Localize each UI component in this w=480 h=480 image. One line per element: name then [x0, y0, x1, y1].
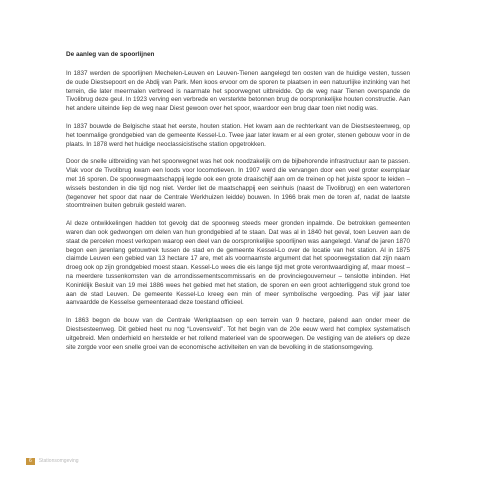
page-number-badge: 6	[26, 458, 35, 465]
paragraph: In 1837 werden de spoorlijnen Mechelen-Leuven en Leuven-Tienen aangelegd ten oosten van de huidige vesten, tussen de oude Diestsepoort en de Abdij van Park. Men koos ervoor om de sporen te plaatsen in een natuurlijke inzinking van het terrein, die later meermalen verbreed is naarmate het spoorwegnet uitbreidde. Op de weg naar Tienen overspande de Tivolibrug deze geul. In 1923 verving een verbrede en versterkte betonnen brug de oorspronkelijke houten constructie. Aan het andere uiteinde liep de weg naar Diest gewoon over het spoor, waardoor een brug daar toen niet nodig was.	[66, 70, 410, 113]
document-body	[66, 50, 410, 361]
footer-label: Stationsomgeving	[38, 458, 79, 464]
paragraph: Door de snelle uitbreiding van het spoorwegnet was het ook noodzakelijk om de bijbehorende infrastructuur aan te passen. Vlak voor de Tivolibrug kwam een loods voor locomotieven. In 1907 werd die vervangen door een veel groter exemplaar met 16 sporen. De spoorwegmaatschappij legde ook een grote draaischijf aan om de treinen op het juiste spoor te leiden – wissels bestonden in die tijd nog niet. Verder liet de maatschappij een seinhuis (naast de Tivolibrug) en een watertoren (tegenover het spoor dat naar de Centrale Werkhuizen leidde) bouwen. In 1966 brak men de toren af, nadat de laatste stoomtreinen buiten gebruik gesteld waren.	[66, 158, 410, 210]
paragraph: In 1863 begon de bouw van de Centrale Werkplaatsen op een terrein van 9 hectare, palend aan onder meer de Diestsesteenweg. Dit gebied heet nu nog “Lovensveld”. Tot het begin van de 20e eeuw werd het complex systematisch uitgebreid. Men onderhield en herstelde er het rollend materieel van de spoorwegen. De vestiging van de ateliers op deze site zorgde voor een snelle groei van de economische activiteiten en van de bevolking in de stationsomgeving.	[66, 317, 410, 351]
section-heading: De aanleg van de spoorlijnen	[66, 51, 155, 58]
paragraph: In 1837 bouwde de Belgische staat het eerste, houten station. Het kwam aan de rechterkant van de Diestsesteenweg, op het toenmalige grondgebied van de gemeente Kessel-Lo. Twee jaar later kwam er al een groter, stenen gebouw voor in de plaats. In 1878 werd het huidige neoclassicistische station opgetrokken.	[66, 122, 410, 148]
page-footer	[26, 458, 79, 465]
paragraph: Al deze ontwikkelingen hadden tot gevolg dat de spoorweg steeds meer gronden inpalmde. De betrokken gemeenten waren dan ook gedwongen om delen van hun grondgebied af te staan. Dat was al in 1840 het geval, toen Leuven aan de staat de percelen moest verkopen waarop een deel van de oorspronkelijke spoorlijnen was aangelegd. Vanaf de jaren 1870 begon een jarenlang getouwtrek tussen de stad en de gemeente Kessel-Lo over de locatie van het station. Al in 1875 claimde Leuven een gebied van 13 hectare 17 are, met als voornaamste argument dat het spoorwegstation dat zijn naam droeg ook op zijn grondgebied moest staan. Kessel-Lo wees die eis lange tijd met grote verontwaardiging af, maar moest – na meerdere tussenkomsten van de arrondissementscommissaris en de provinciegouverneur – tenslotte inbinden. Het Koninklijk Besluit van 19 mei 1886 wees het gebied met het station, de sporen en een groot achterliggend stuk grond toe aan de stad Leuven. De gemeente Kessel-Lo kreeg een min of meer symbolische vergoeding. Pas vijf jaar later aanvaardde de Kesselse gemeenteraad deze toestand officieel.	[66, 220, 410, 307]
